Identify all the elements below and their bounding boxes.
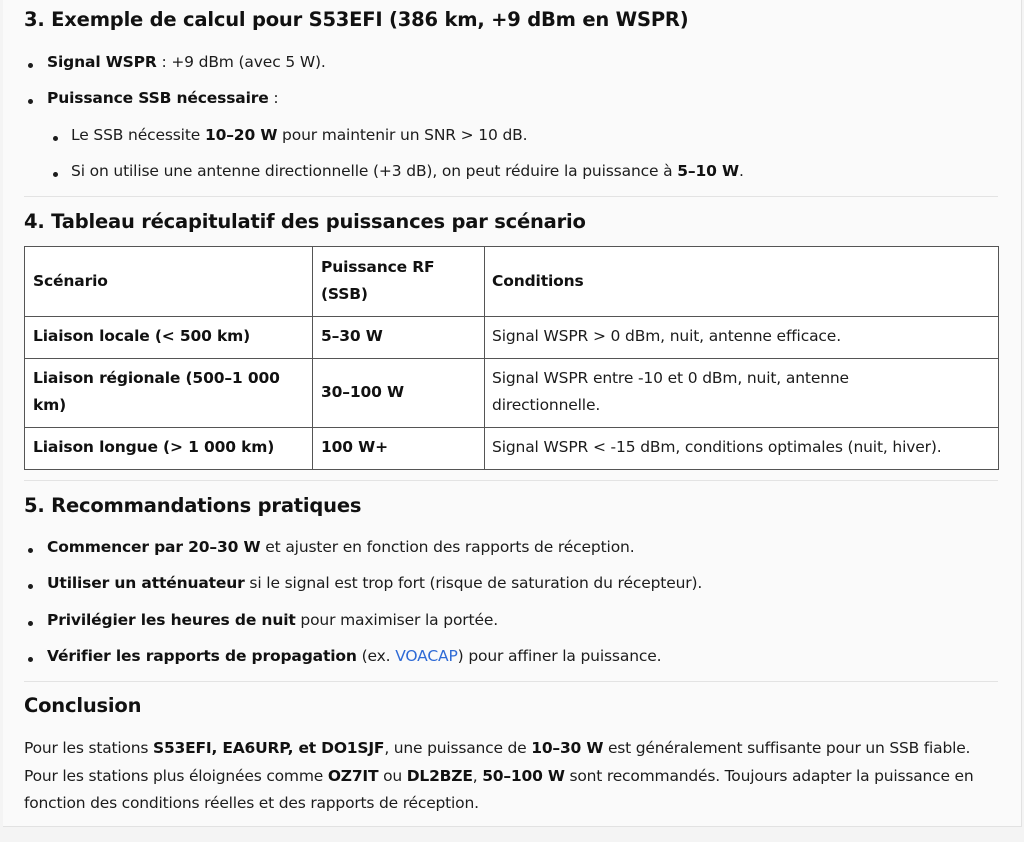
para-text: ou xyxy=(378,766,407,785)
item-bold-label: Vérifier les rapports de propagation xyxy=(47,647,357,665)
header-conditions: Conditions xyxy=(492,272,584,290)
section-divider xyxy=(24,681,998,682)
cell-conditions: Signal WSPR > 0 dBm, nuit, antenne efficace. xyxy=(492,327,841,345)
para-text: sont recommandés. Toujours adapter la puissance en fonction des conditions réelles et des rapports de réception. xyxy=(24,766,974,812)
item-text: pour maintenir un SNR > 10 dB. xyxy=(277,126,528,144)
para-bold: 10–30 W xyxy=(531,739,604,757)
item-bold-label: Privilégier les heures de nuit xyxy=(47,611,296,629)
item-text: et ajuster en fonction des rapports de réception. xyxy=(260,538,635,556)
list-item xyxy=(47,611,498,629)
item-bold-value: 5–10 W xyxy=(677,162,739,180)
item-text: si le signal est trop fort (risque de saturation du récepteur). xyxy=(244,574,703,592)
bullet-icon xyxy=(28,621,33,626)
section-4-heading: 4. Tableau récapitulatif des puissances par scénario xyxy=(24,210,586,233)
conclusion-paragraph xyxy=(24,735,999,818)
cell-scenario-line: km) xyxy=(33,396,67,414)
para-bold: DL2BZE xyxy=(406,766,473,785)
item-bold-label: Commencer par 20–30 W xyxy=(47,538,261,556)
para-bold: OZ7IT xyxy=(327,766,379,785)
cell-conditions-line: directionnelle. xyxy=(492,396,601,414)
para-text: , xyxy=(472,766,483,785)
sub-bullet-icon xyxy=(53,172,58,177)
para-text: , une puissance de xyxy=(384,739,532,757)
header-power-line: Puissance RF xyxy=(321,258,435,276)
row-divider xyxy=(25,427,998,428)
list-item xyxy=(47,89,278,107)
cell-conditions: Signal WSPR < -15 dBm, conditions optimales (nuit, hiver). xyxy=(492,438,942,456)
row-divider xyxy=(25,316,998,317)
para-bold: S53EFI, EA6URP, et DO1SJF xyxy=(153,739,385,757)
item-text: . xyxy=(739,162,744,180)
cell-conditions xyxy=(492,365,849,419)
list-item xyxy=(47,647,661,665)
section-divider xyxy=(24,480,998,481)
sub-list-item xyxy=(71,162,744,180)
bullet-icon xyxy=(28,657,33,662)
para-text: est généralement suffisante pour un SSB fiable. Pour les stations plus éloignées comme xyxy=(24,739,971,785)
voacap-link[interactable]: VOACAP xyxy=(395,647,458,665)
cell-scenario xyxy=(33,365,280,419)
header-power xyxy=(321,254,434,308)
row-divider xyxy=(25,358,998,359)
item-text: : xyxy=(268,89,279,107)
item-text: Le SSB nécessite xyxy=(71,126,205,144)
list-item xyxy=(47,574,702,592)
cell-power: 100 W+ xyxy=(321,438,388,456)
section-divider xyxy=(24,196,998,197)
item-text: ) pour affiner la puissance. xyxy=(457,647,662,665)
bullet-icon xyxy=(28,63,33,68)
sub-bullet-icon xyxy=(53,136,58,141)
cell-scenario-line: Liaison régionale (500–1 000 xyxy=(33,369,280,387)
cell-power: 30–100 W xyxy=(321,383,404,401)
document-page xyxy=(3,0,1022,827)
power-summary-table xyxy=(24,246,999,470)
para-bold: 50–100 W xyxy=(482,766,565,785)
bullet-icon xyxy=(28,99,33,104)
list-item xyxy=(47,53,326,71)
bullet-icon xyxy=(28,584,33,589)
conclusion-heading: Conclusion xyxy=(24,694,142,717)
item-text: (ex. xyxy=(356,647,396,665)
item-bold-value: 10–20 W xyxy=(204,126,278,144)
item-text: Si on utilise une antenne directionnelle (+3 dB), on peut réduire la puissance à xyxy=(71,162,678,180)
cell-scenario: Liaison longue (> 1 000 km) xyxy=(33,438,275,456)
item-text: pour maximiser la portée. xyxy=(295,611,498,629)
para-text: Pour les stations xyxy=(24,739,153,757)
cell-conditions-line: Signal WSPR entre -10 et 0 dBm, nuit, antenne xyxy=(492,369,849,387)
cell-power: 5–30 W xyxy=(321,327,383,345)
item-bold-label: Signal WSPR xyxy=(47,53,157,71)
header-scenario: Scénario xyxy=(33,272,108,290)
bullet-icon xyxy=(28,548,33,553)
list-item xyxy=(47,538,634,556)
item-bold-label: Puissance SSB nécessaire xyxy=(47,89,269,107)
section-5-heading: 5. Recommandations pratiques xyxy=(24,494,362,517)
header-power-line: (SSB) xyxy=(321,285,368,303)
item-bold-label: Utiliser un atténuateur xyxy=(47,574,245,592)
item-text: : +9 dBm (avec 5 W). xyxy=(156,53,326,71)
sub-list-item xyxy=(71,126,527,144)
cell-scenario: Liaison locale (< 500 km) xyxy=(33,327,251,345)
section-3-heading: 3. Exemple de calcul pour S53EFI (386 km, +9 dBm en WSPR) xyxy=(24,8,689,31)
